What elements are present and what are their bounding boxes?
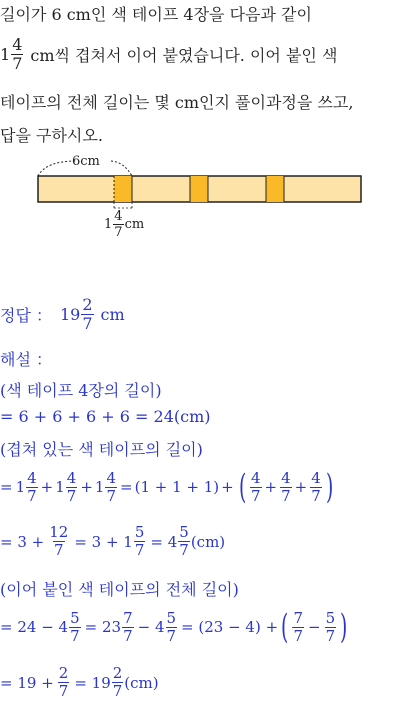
term-whole: 1 [55, 478, 65, 496]
step3-start: = 24 − 4 [0, 618, 69, 636]
mixed-fraction [11, 37, 23, 72]
step3-equation: = 24 − 4 $\frac{5}{7}$ = 23 $\frac{7}{7}$ − 4 $\frac{5}{7}$ = (23 − 4) + ( $\frac{7}{7}$ − $\frac{5}{7}$ ) [0, 607, 348, 647]
step3-minus4: − 4 [137, 618, 165, 636]
frac-b: $\frac{7}{7}$ [123, 608, 133, 645]
step3-eq: = 23 [84, 618, 122, 636]
unit: (cm) [190, 532, 226, 551]
overlap-num: 4 [114, 209, 123, 224]
answer-line [0, 297, 125, 332]
frac-d: $\frac{7}{7}$ [293, 608, 303, 645]
frac-b: $\frac{2}{7}$ [112, 664, 123, 700]
unit: (cm) [124, 673, 159, 692]
step2-title: (겹쳐 있는 색 테이프의 길이) [0, 440, 203, 459]
eq-sign: = [0, 478, 13, 496]
problem-line-2 [0, 37, 337, 72]
overlap-den: 7 [114, 225, 123, 240]
frac-a: $\frac{2}{7}$ [58, 664, 69, 700]
plus-sign: + [40, 478, 54, 496]
plus-sign: + [221, 478, 234, 496]
step2b-start: = 3 + [0, 532, 45, 551]
frac-a: $\frac{4}{7}$ [250, 468, 261, 505]
eq-sign: = [120, 478, 133, 496]
whole-sum: (1 + 1 + 1) [134, 478, 220, 496]
plus-sign: + [80, 478, 93, 496]
frac-12-7: $\frac{12}{7}$ [49, 523, 69, 559]
problem-line-2-rest: cm씩 겹쳐서 이어 붙였습니다. 이어 붙인 색 [30, 46, 338, 65]
step2-equation: = 1 $\frac{4}{7}$ + 1 $\frac{4}{7}$ + 1 $\frac{4}{7}$ = (1 + 1 + 1) + ( $\frac{4}{7}$ + $\frac{4}{7}$ + $\frac{4}{7}$ ) [0, 467, 334, 507]
mixed-whole: 1 [0, 45, 11, 64]
overlap-2 [190, 176, 208, 202]
step4-eq: = 19 [74, 673, 111, 692]
frac-5-7b: $\frac{5}{7}$ [179, 523, 189, 559]
tape-figure [36, 154, 366, 248]
length-label: 6cm [72, 154, 100, 169]
step2b-equation [0, 525, 225, 558]
frac-c: $\frac{5}{7}$ [166, 608, 177, 645]
term-fraction: $\frac{4}{7}$ [27, 468, 37, 505]
step1-equation: = 6 + 6 + 6 + 6 = 24(cm) [0, 407, 211, 426]
step4-start: = 19 + [0, 673, 54, 692]
step4-equation [0, 666, 159, 699]
overlap-whole: 1 [104, 217, 113, 232]
mixed-numerator: 4 [12, 35, 23, 54]
left-paren: ( [238, 467, 246, 507]
mixed-denominator: 7 [12, 54, 23, 73]
term-fraction: $\frac{4}{7}$ [106, 468, 117, 505]
right-paren: ) [325, 467, 334, 507]
overlap-label [104, 210, 144, 239]
overlap-1 [114, 176, 132, 202]
step2b-mid: = 3 + 1 [74, 532, 133, 551]
step3-title: (이어 붙인 색 테이프의 전체 길이) [0, 580, 239, 599]
problem-line-3: 테이프의 전체 길이는 몇 cm인지 풀이과정을 쓰고, [0, 93, 354, 112]
tape-figure-svg [36, 158, 366, 248]
frac-e: $\frac{5}{7}$ [325, 608, 336, 645]
overlap-fraction [113, 210, 123, 239]
answer-fraction [81, 297, 93, 332]
frac-5-7: $\frac{5}{7}$ [134, 523, 145, 559]
right-paren: ) [340, 607, 348, 647]
explanation-heading: 해설 ： [0, 350, 52, 369]
term-fraction: $\frac{4}{7}$ [66, 468, 77, 505]
overlap-3 [266, 176, 284, 202]
step2b-end: = 4 [150, 532, 178, 551]
problem-line-4: 답을 구하시오. [0, 126, 103, 145]
problem-line-1: 길이가 6 cm인 색 테이프 4장을 다음과 같이 [0, 5, 312, 24]
term-whole: 1 [94, 478, 105, 496]
step1-title: (색 테이프 4장의 길이) [0, 381, 162, 400]
left-paren: ( [281, 607, 289, 647]
answer-label: 정답 ： [0, 306, 52, 325]
term-whole: 1 [15, 478, 26, 496]
overlap-bracket [114, 202, 132, 208]
answer-whole: 19 [60, 305, 81, 324]
answer-unit: cm [100, 305, 125, 324]
frac-c: $\frac{4}{7}$ [311, 468, 321, 505]
overlap-unit: cm [124, 217, 145, 232]
step3-eq2: = (23 − 4) + [181, 618, 279, 636]
frac-b: $\frac{4}{7}$ [281, 468, 291, 505]
answer-den: 7 [82, 314, 93, 333]
answer-num: 2 [82, 295, 93, 314]
frac-a: $\frac{5}{7}$ [70, 608, 80, 645]
